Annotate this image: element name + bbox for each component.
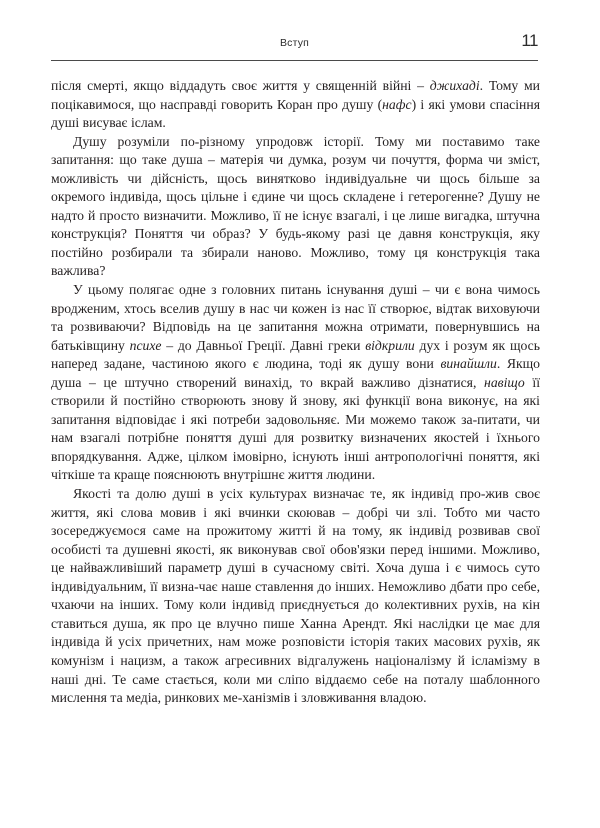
paragraph: Душу розуміли по-різному упродовж історії. Тому ми поставимо таке запитання: що таке душа – матерія чи думка, розум чи почуття, форма чи зміст, можливість чи дійсність, щось винятково індивідуальне чи щось більше за окремого індивіда, щось цільне і єдине чи щось складене і гетерогенне? Душу не надто й просто визначити. Можливо, її не існує взагалі, і це лише вигадка, штучна конструкція? Поняття чи образ? У будь-якому разі це давня конструкція, яку постійно розбирали та збирали наново. Можливо, тому ця конструкція така важлива? <box>51 133 540 279</box>
paragraph: Якості та долю душі в усіх культурах визначає те, як індивід про‑жив своє життя, які слова мовив і які вчинки скоював – добрі чи злі. Тобто ми часто зосереджуємося саме на прожитому житті й на тому, як індивід розвивав свої особисті та душевні якості, як виконував свої обов'язки перед іншими. Можливо, це найважливіший параметр душі в сучасному світі. Хоча душа і є чимось суто індивідуальним, її визна‑чає наше ставлення до інших. Неможливо дбати про себе, чхаючи на інших. Тому коли індивід приєднується до колективних рухів, на кін ставиться душа, як про це влучно пише Ханна Арендт. Які наслідки це має для індивіда й усіх причетних, нам може розповісти історія таких масових рухів, як комунізм і нацизм, а також агресивних відгалужень націоналізму й ісламізму в наші дні. Те саме стається, коли ми сліпо віддаємо себе на поталу шаблонного мислення та медіа, ринкових ме‑ханізмів і зловживання владою. <box>51 486 540 706</box>
paragraph: У цьому полягає одне з головних питань існування душі – чи є вона чимось вродженим, хтось вселив душу в нас чи кожен із нас її створює, відтак виховуючи та розвиваючи? Відповідь на це запитання можна отримати, повернувшись на батьківщину психе – до Давньої Греції. Давні греки відкрили дух і розум як щось наперед задане, частиною якого є людина, тоді як душу вони винайшли. Якщо душа – це штучно створений винахід, то вкрай важливо дізнатися, навіщо її створили й постійно створюють знову й знову, які функції вона виконує, на які запитання відповідає і які потреби задовольняє. Ми можемо також за‑питати, чи нам взагалі потрібне поняття душі для розвитку визначених якостей і їхнього впорядкування. Адже, цілком імовірно, існують інші антропологічні поняття, які чіткіше та краще пояснюють внутрішнє життя людини. <box>51 282 540 483</box>
paragraph-continuation: після смерті, якщо віддадуть своє життя у священній війні – джихаді. Тому ми поцікавимося, що насправді говорить Коран про душу (нафс) і які умови спасіння душі висуває іслам. <box>51 78 540 131</box>
page-number: 11 <box>521 31 538 50</box>
running-head <box>51 31 538 60</box>
running-head-title: Вступ <box>279 37 310 49</box>
body-text-block <box>51 77 540 708</box>
header-divider <box>51 60 538 61</box>
